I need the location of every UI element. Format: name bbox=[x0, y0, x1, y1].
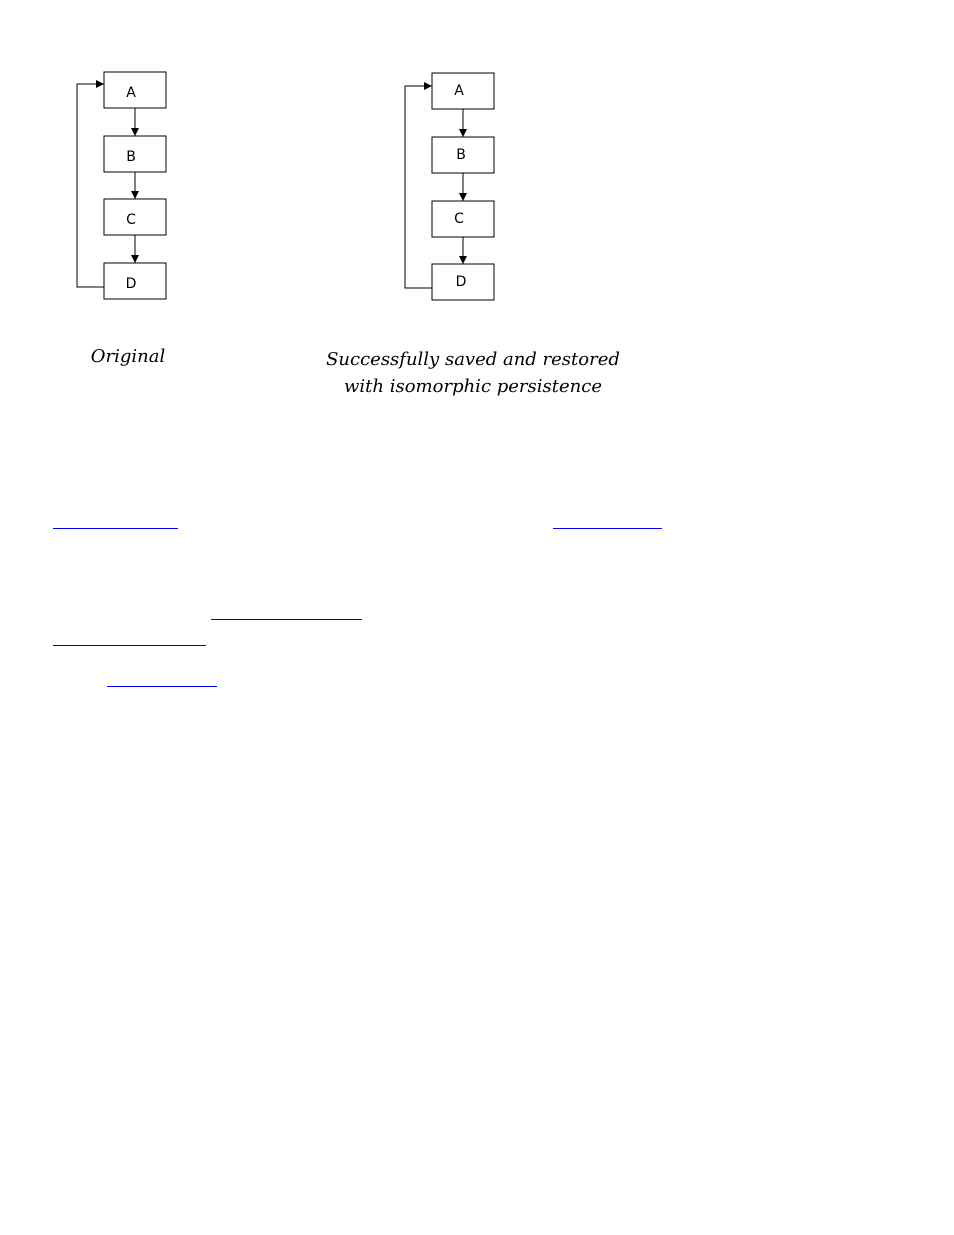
link-underline-3[interactable] bbox=[211, 619, 362, 620]
node-b-label: B bbox=[126, 149, 136, 165]
link-underline-1[interactable] bbox=[53, 528, 178, 529]
node-a-label: A bbox=[454, 83, 464, 99]
node-a-label: A bbox=[126, 85, 136, 101]
node-c-label: C bbox=[126, 212, 136, 228]
edge-d-a bbox=[77, 84, 104, 287]
caption-restored-line-1: Successfully saved and restored bbox=[326, 349, 620, 370]
link-underline-5[interactable] bbox=[107, 686, 217, 687]
node-b-label: B bbox=[456, 147, 466, 163]
node-c-label: C bbox=[454, 211, 464, 227]
link-underline-4[interactable] bbox=[53, 645, 206, 646]
diagram-original bbox=[77, 72, 166, 367]
node-d-label: D bbox=[125, 276, 137, 292]
node-d-label: D bbox=[455, 274, 467, 290]
edge-d-a bbox=[405, 86, 432, 288]
link-underline-2[interactable] bbox=[553, 528, 662, 529]
diagram-restored bbox=[326, 73, 620, 397]
caption-restored-line-2: with isomorphic persistence bbox=[344, 376, 602, 397]
caption-original: Original bbox=[90, 346, 166, 367]
